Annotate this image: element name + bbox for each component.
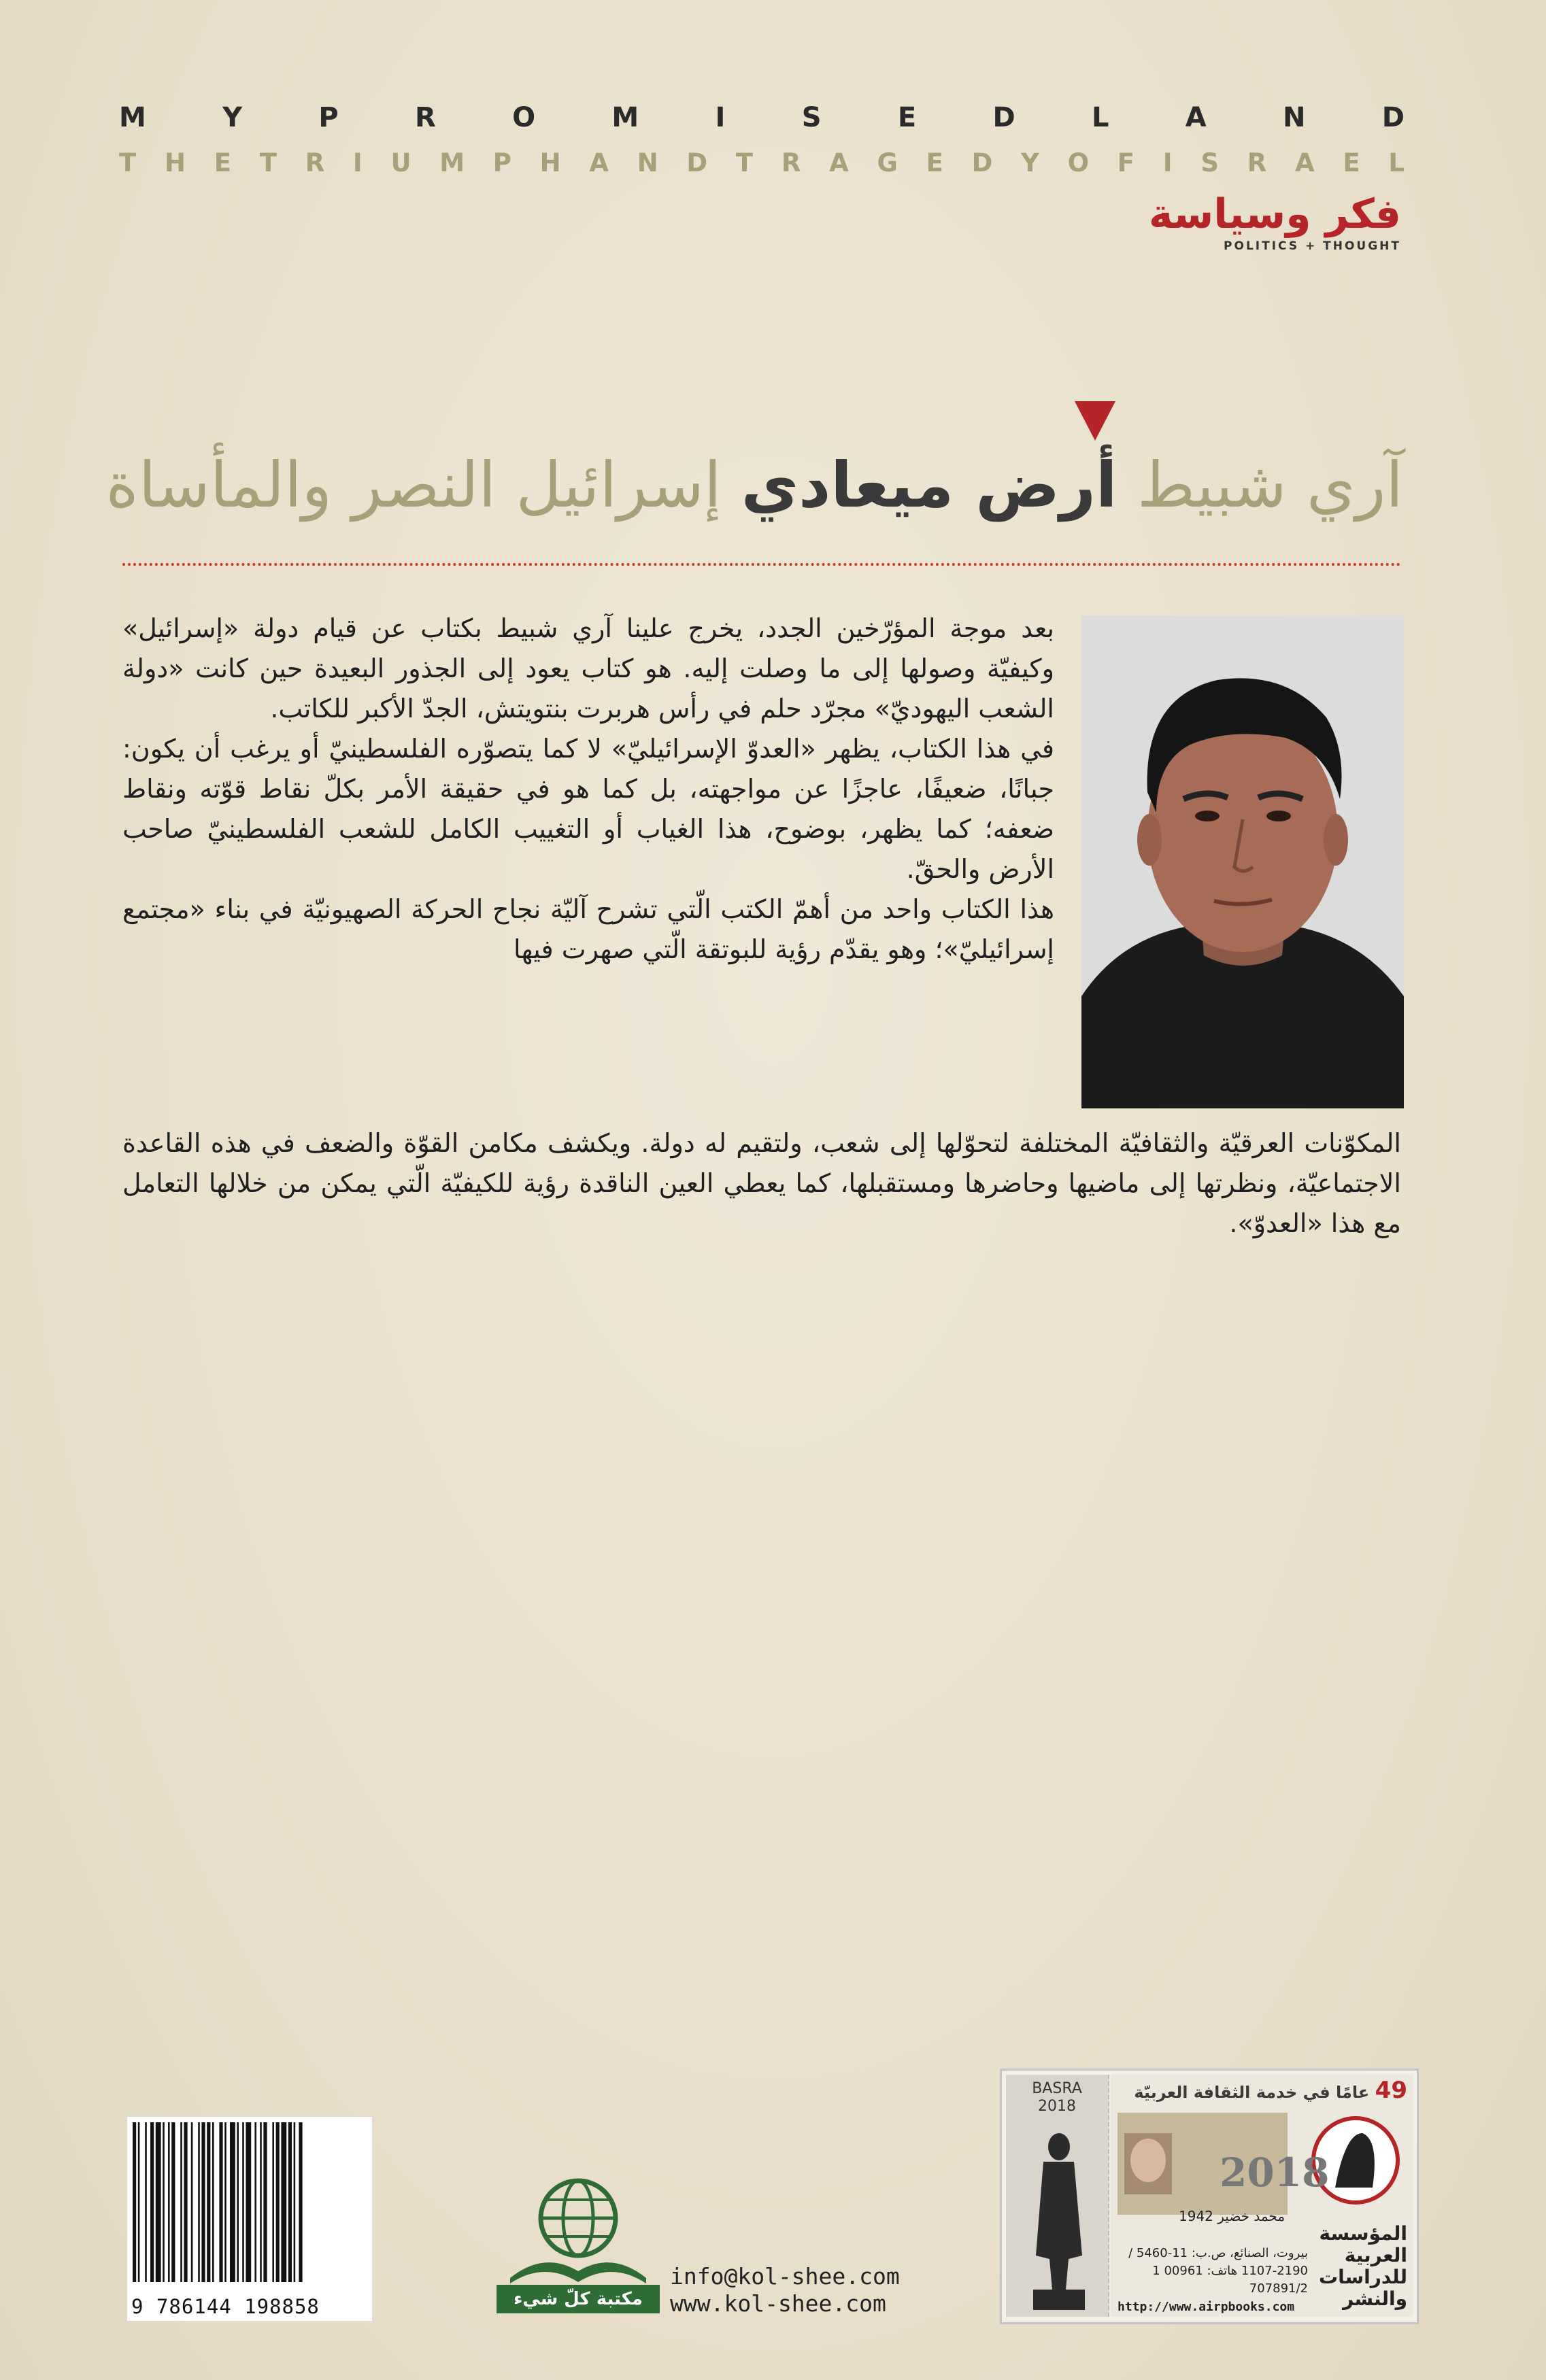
barcode-bar (299, 2122, 302, 2282)
title-letter: N (1283, 102, 1306, 133)
stamp-address: بيروت، الصنائع، ص.ب: 11-5460 / 2190-1107 هاتف: 00961 1 707891/2 (1128, 2246, 1308, 2296)
subtitle-letter: A (589, 148, 609, 177)
barcode-bar (246, 2122, 251, 2282)
subtitle-letter: H (539, 148, 561, 177)
barcode-bar (163, 2122, 165, 2282)
basra-stamp (1006, 2075, 1109, 2317)
subtitle-letter: T (735, 148, 754, 177)
stamp-year: 2018 (1220, 2149, 1330, 2196)
subtitle-letter: I (1162, 148, 1173, 177)
barcode-bar (145, 2122, 147, 2282)
barcode-bar (180, 2122, 182, 2282)
stamp-header (1111, 2075, 1413, 2106)
publisher-logo (497, 2176, 673, 2319)
isbn-barcode (127, 2116, 373, 2322)
subtitle-letter: N (637, 148, 658, 177)
series-logo-arabic: فكر وسياسة (1148, 190, 1401, 238)
subtitle-letter: D (686, 148, 708, 177)
barcode-bar (276, 2122, 280, 2282)
barcode-bar (191, 2122, 193, 2282)
stamp-city-year: 2018 (1038, 2098, 1076, 2115)
title-letter: O (512, 102, 536, 133)
subtitle-letter: P (492, 148, 511, 177)
subtitle-letter: A (829, 148, 849, 177)
subtitle-letter: G (877, 148, 898, 177)
title-letter: A (1185, 102, 1207, 133)
body-text-top (122, 609, 1054, 1112)
barcode-bar (219, 2122, 222, 2282)
subtitle-letter: T (259, 148, 277, 177)
barcode-bar (237, 2122, 239, 2282)
barcode-bar (254, 2122, 256, 2282)
author-photo (1081, 615, 1404, 1108)
subtitle-letter: Y (1021, 148, 1039, 177)
subtitle-letter: F (1117, 148, 1135, 177)
subtitle-letter: H (164, 148, 186, 177)
publisher-website[interactable]: www.kol-shee.com (670, 2290, 886, 2317)
arabic-title (106, 449, 1403, 522)
title-letter: S (801, 102, 822, 133)
barcode-bar (184, 2122, 187, 2282)
book-title: أرض ميعادي (741, 449, 1118, 522)
subtitle-letter: A (1294, 148, 1315, 177)
isbn-number: 9 786144 198858 (131, 2295, 320, 2318)
paragraph-2: في هذا الكتاب، يظهر «العدوّ الإسرائيليّ» لا كما يتصوّره الفلسطينيّ أو يرغب أن يكون: جبانًا، ضعيفًا، عاجزًا عن مواجهته، بل كما هو في حقيقة الأمر بكلّ نقاط قوّته ونقاط ضعفه؛ كما يظهر، بوضوح، هذا الغياب أو التغييب الكامل للشعب الفلسطينيّ صاحب الأرض والحقّ. (122, 734, 1054, 884)
paragraph-3-end: المكوّنات العرقيّة والثقافيّة المختلفة لتحوّلها إلى شعب، ولتقيم له دولة. ويكشف مكامن القوّة والضعف في هذه القاعدة الاجتماعيّة، ونظرتها إلى ماضيها وحاضرها ومستقبلها، كما يعطي العين الناقدة رؤية للكيفيّة الّتي يمكن من خلالها التعامل مع هذا «العدوّ». (122, 1128, 1401, 1238)
publisher-email[interactable]: info@kol-shee.com (670, 2263, 900, 2290)
subtitle-letter: R (1247, 148, 1267, 177)
barcode-bar (230, 2122, 235, 2282)
statue-icon (1006, 2120, 1108, 2317)
barcode-bar (242, 2122, 244, 2282)
title-letter: Y (222, 102, 243, 133)
barcode-bar (288, 2122, 292, 2282)
subtitle-letter: R (305, 148, 325, 177)
publisher-stamp (1111, 2075, 1413, 2317)
english-title (119, 102, 1405, 133)
barcode-bar (224, 2122, 226, 2282)
stamp-anniversary-number: 49 (1375, 2077, 1407, 2104)
subtitle-letter: E (214, 148, 231, 177)
series-logo-english: POLITICS + THOUGHT (1224, 239, 1401, 253)
book-subtitle: إسرائيل النصر والمأساة (105, 449, 722, 522)
barcode-bar (171, 2122, 175, 2282)
subtitle-letter: R (781, 148, 801, 177)
barcode-bar (156, 2122, 161, 2282)
stamp-organization: المؤسسة العربية للدراسات والنشر (1318, 2222, 1407, 2310)
title-letter: D (1381, 102, 1405, 133)
barcode-bar (260, 2122, 262, 2282)
stamp-url[interactable]: http://www.airpbooks.com (1118, 2300, 1295, 2314)
english-subtitle (119, 148, 1405, 177)
subtitle-letter: U (390, 148, 411, 177)
title-letter: L (1091, 102, 1109, 133)
publisher-name: مكتبة كلّ شيء (497, 2285, 660, 2313)
barcode-bar (212, 2122, 214, 2282)
subtitle-letter: T (119, 148, 137, 177)
author-name: آري شبيط (1137, 449, 1403, 522)
stamp-poet: محمد خضير 1942 (1179, 2208, 1285, 2224)
barcode-bar (201, 2122, 205, 2282)
subtitle-letter: M (439, 148, 465, 177)
title-letter: D (992, 102, 1015, 133)
subtitle-letter: I (352, 148, 363, 177)
body-text-bottom (122, 1123, 1401, 1244)
subtitle-letter: E (926, 148, 943, 177)
triangle-marker-icon (1075, 401, 1115, 441)
title-letter: I (715, 102, 726, 133)
subtitle-letter: S (1200, 148, 1219, 177)
stamp-panel (1000, 2069, 1419, 2324)
title-letter: M (611, 102, 639, 133)
barcode-bar (263, 2122, 267, 2282)
paragraph-1: بعد موجة المؤرّخين الجدد، يخرج علينا آري شبيط بكتاب عن قيام دولة «إسرائيل» وكيفيّة وصولها إلى ما وصلت إليه. هو كتاب يعود إلى الجذور البعيدة حين كانت «دولة الشعب اليهوديّ» مجرّد حلم في رأس هربرت بنتويتش، الجدّ الأكبر للكاتب. (122, 613, 1054, 724)
subtitle-letter: O (1067, 148, 1090, 177)
paragraph-3-start: هذا الكتاب واحد من أهمّ الكتب الّتي تشرح آليّة نجاح الحركة الصهيونيّة في بناء «مجتمع إسرائيليّ»؛ وهو يقدّم رؤية للبوتقة الّتي صهرت فيها (122, 894, 1054, 964)
globe-book-icon (497, 2176, 660, 2285)
title-divider (122, 563, 1401, 566)
barcode-bar (133, 2122, 136, 2282)
series-logo (1143, 190, 1401, 258)
stamp-city: BASRA (1032, 2080, 1082, 2097)
subtitle-letter: D (971, 148, 993, 177)
barcode-bar (272, 2122, 274, 2282)
subtitle-letter: E (1343, 148, 1360, 177)
barcode-bar (150, 2122, 154, 2282)
barcode-bar (207, 2122, 210, 2282)
barcode-bar (138, 2122, 140, 2282)
barcode-bar (168, 2122, 170, 2282)
publisher-contact (670, 2263, 900, 2317)
title-letter: R (415, 102, 436, 133)
subtitle-letter: L (1388, 148, 1405, 177)
barcode-bar (198, 2122, 200, 2282)
title-letter: E (897, 102, 917, 133)
title-letter: M (119, 102, 146, 133)
barcode-bar (281, 2122, 286, 2282)
barcode-bar (294, 2122, 296, 2282)
title-letter: P (318, 102, 339, 133)
barcode-bars (133, 2122, 367, 2285)
stamp-anniversary-text: عامًا في خدمة الثقافة العربيّة (1134, 2083, 1370, 2102)
